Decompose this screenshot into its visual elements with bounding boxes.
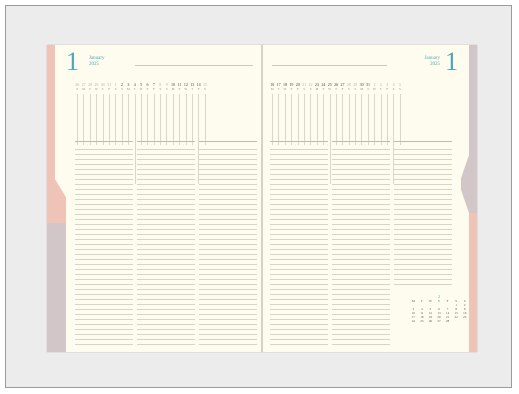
day-number: 27 <box>340 82 345 87</box>
left-day-cell[interactable] <box>202 82 208 94</box>
weekday-letter: W <box>328 87 332 91</box>
weekday-letter: S <box>399 87 401 91</box>
weekday-letter: T <box>178 87 181 91</box>
mini-calendar-day: 28 <box>445 319 450 323</box>
mini-calendar-day: 4 <box>421 307 423 311</box>
weekday-letter: S <box>392 87 395 91</box>
mini-calendar-day: 6 <box>438 307 440 311</box>
mini-calendar-day: 13 <box>437 311 441 315</box>
right-notes-column-1[interactable] <box>270 145 328 345</box>
weekday-letter: S <box>303 87 305 91</box>
weekday-letter: F <box>386 87 389 91</box>
mini-calendar-day: 9 <box>463 307 466 311</box>
left-month: January <box>89 56 105 61</box>
right-pink-tab[interactable] <box>469 213 477 352</box>
mini-calendar-weekday: W <box>428 299 432 303</box>
day-number: 1 <box>373 82 376 87</box>
mini-calendar-day: 20 <box>437 315 441 319</box>
left-notes-column-2[interactable] <box>137 145 195 345</box>
day-number: 9 <box>165 82 168 87</box>
right-year: 2025 <box>430 62 440 67</box>
weekday-letter: F <box>153 87 155 91</box>
day-number: 2 <box>120 82 123 87</box>
mini-calendar-day <box>460 319 469 323</box>
weekday-letter: S <box>354 87 357 91</box>
weekday-letter: F <box>341 87 344 91</box>
weekday-letter: T <box>290 87 293 91</box>
mini-calendar-weekday: S <box>463 299 466 303</box>
mini-calendar-weekday: T <box>438 299 440 303</box>
weekday-letter: T <box>322 87 325 91</box>
mini-calendar-day: 27 <box>437 319 441 323</box>
day-number: 2 <box>379 82 382 87</box>
right-month-label <box>412 56 440 68</box>
weekday-letter: T <box>89 87 91 91</box>
weekday-letter: M <box>270 87 274 91</box>
mini-calendar-weekday: T <box>420 299 423 303</box>
weekday-letter: T <box>335 87 338 91</box>
mini-calendar-day: 25 <box>420 319 424 323</box>
mini-calendar-weekday: M <box>411 299 415 303</box>
mini-calendar-day <box>452 319 461 323</box>
day-number: 19 <box>289 82 294 87</box>
right-day-number: 1 <box>445 47 458 76</box>
weekday-letter: M <box>315 87 319 91</box>
mini-calendar-day: 14 <box>445 311 450 315</box>
day-number: 27 <box>81 82 86 87</box>
weekday-letter: T <box>146 87 149 91</box>
day-number: 29 <box>94 82 99 87</box>
weekday-letter: T <box>367 87 369 91</box>
mini-calendar-day: 10 <box>411 311 415 315</box>
day-number: 15 <box>203 82 207 87</box>
left-title-line <box>135 65 253 66</box>
day-number: 31 <box>107 82 112 87</box>
day-number: 18 <box>282 82 287 87</box>
left-col-2-head <box>137 141 195 142</box>
mini-calendar-day: 16 <box>463 311 467 315</box>
weekday-letter: T <box>191 87 194 91</box>
mini-calendar-day: 23 <box>463 315 467 319</box>
day-number: 23 <box>314 82 319 87</box>
mini-calendar-day: 5 <box>429 307 432 311</box>
day-number: 3 <box>127 82 130 87</box>
day-number: 30 <box>359 82 364 87</box>
day-number: 29 <box>353 82 358 87</box>
mini-calendar-day: 15 <box>454 311 458 315</box>
weekday-letter: S <box>114 87 117 91</box>
day-number: 7 <box>152 82 155 87</box>
day-number: 4 <box>133 82 136 87</box>
left-notes-column-3[interactable] <box>199 145 257 345</box>
right-month: January <box>424 56 440 61</box>
weekday-letter: S <box>348 87 350 91</box>
day-number: 31 <box>366 82 371 87</box>
left-day-number: 1 <box>66 47 79 76</box>
weekday-letter: S <box>159 87 162 91</box>
weekday-letter: F <box>197 87 200 91</box>
mini-calendar-day: 3 <box>412 307 415 311</box>
mini-calendar-day: 1 <box>455 303 457 307</box>
day-number: 26 <box>75 82 80 87</box>
weekday-letter: S <box>76 87 79 91</box>
weekday-letter: W <box>283 87 287 91</box>
right-col-1-head <box>270 141 328 142</box>
day-number: 8 <box>159 82 162 87</box>
mini-calendar-day: 22 <box>454 315 458 319</box>
day-number: 28 <box>346 82 351 87</box>
right-page <box>262 45 477 352</box>
day-number: 10 <box>171 82 176 87</box>
left-notes-column-1[interactable] <box>75 145 133 345</box>
mini-calendar-day: 17 <box>411 315 415 319</box>
weekday-letter: T <box>379 87 382 91</box>
weekday-letter: F <box>108 87 110 91</box>
left-col-3-head <box>199 141 257 142</box>
day-number: 1 <box>114 82 117 87</box>
mini-calendar-day: 12 <box>428 311 433 315</box>
mini-calendar-days <box>409 303 469 323</box>
day-number: 28 <box>87 82 92 87</box>
weekday-letter: M <box>82 87 85 91</box>
mini-calendar-day: 26 <box>428 319 433 323</box>
right-col-3-head <box>394 141 452 142</box>
day-number: 4 <box>392 82 395 87</box>
right-notes-column-2[interactable] <box>332 145 390 345</box>
weekday-letter: M <box>126 87 130 91</box>
mini-calendar-weekday: F <box>446 299 449 303</box>
day-number: 13 <box>190 82 195 87</box>
weekday-letter: M <box>360 87 363 91</box>
weekday-letter: W <box>94 87 98 91</box>
left-pink-tab[interactable] <box>47 45 55 180</box>
day-number: 14 <box>196 82 201 87</box>
right-day-cell[interactable] <box>397 82 403 94</box>
left-year: 2025 <box>89 62 99 67</box>
day-number: 5 <box>140 82 143 87</box>
weekday-letter: F <box>296 87 299 91</box>
weekday-letter: M <box>171 87 175 91</box>
day-number: 11 <box>177 82 182 87</box>
weekday-letter: T <box>133 87 136 91</box>
mini-calendar-day: 19 <box>428 315 433 319</box>
left-page <box>47 45 262 352</box>
right-title-line <box>272 65 387 66</box>
mini-calendar-day: 21 <box>445 315 450 319</box>
day-number: 22 <box>308 82 313 87</box>
day-number: 16 <box>270 82 275 87</box>
weekday-letter: S <box>121 87 123 91</box>
right-notes-column-3[interactable] <box>394 145 452 285</box>
day-number: 30 <box>100 82 105 87</box>
weekday-letter: W <box>373 87 376 91</box>
weekday-letter: W <box>184 87 188 91</box>
left-days-row <box>74 82 208 94</box>
book-spine <box>261 45 263 352</box>
weekday-letter: T <box>277 87 280 91</box>
mini-calendar-day: 2 <box>463 303 466 307</box>
right-days-row <box>269 82 403 94</box>
day-number: 21 <box>302 82 307 87</box>
day-number: 12 <box>183 82 188 87</box>
left-grey-tab[interactable] <box>47 223 66 352</box>
weekday-letter: T <box>101 87 104 91</box>
mini-calendar <box>409 295 469 323</box>
left-col-1-head <box>75 141 133 142</box>
weekday-letter: S <box>165 87 168 91</box>
weekday-letter: W <box>139 87 143 91</box>
mini-calendar-title: 2 <box>438 294 440 299</box>
day-number: 25 <box>327 82 332 87</box>
day-number: 6 <box>146 82 149 87</box>
mini-calendar-weekday: S <box>455 299 458 303</box>
day-number: 26 <box>334 82 339 87</box>
mini-calendar-day: 24 <box>411 319 415 323</box>
right-grey-tab[interactable] <box>469 45 477 155</box>
day-number: 17 <box>276 82 281 87</box>
mini-calendar-day: 18 <box>420 315 424 319</box>
day-number: 3 <box>386 82 389 87</box>
day-number: 20 <box>295 82 300 87</box>
left-month-label <box>89 56 105 68</box>
day-number: 5 <box>399 82 401 87</box>
weekday-letter: S <box>309 87 312 91</box>
mini-calendar-day: 11 <box>420 311 424 315</box>
mini-calendar-day: 7 <box>446 307 449 311</box>
right-col-2-head <box>332 141 390 142</box>
planner-spread <box>47 45 477 352</box>
weekday-letter: S <box>204 87 206 91</box>
day-number: 24 <box>321 82 326 87</box>
mini-calendar-day: 8 <box>455 307 457 311</box>
